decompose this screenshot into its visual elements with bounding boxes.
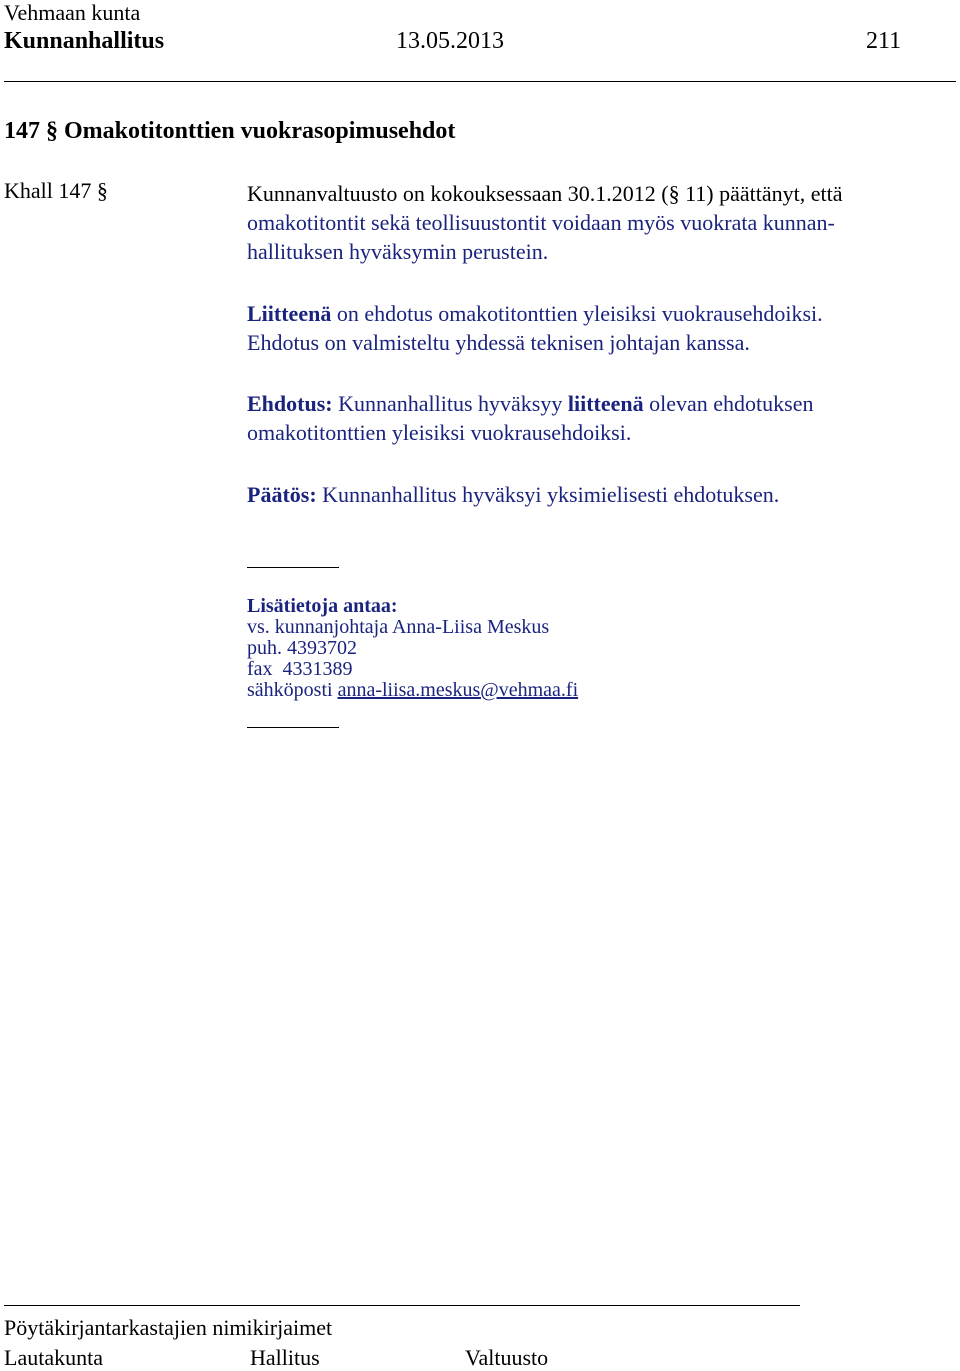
proposal-bold-word: liitteenä — [567, 391, 644, 416]
contact-heading: Lisätietoja antaa: — [247, 595, 398, 617]
proposal-line-2: omakotitonttien yleisiksi vuokrausehdoiksi. — [247, 420, 632, 445]
proposal-text-1: Kunnanhallitus hyväksyy — [332, 391, 568, 416]
decision-label: Päätös: — [247, 482, 317, 507]
contact-phone: puh. 4393702 — [247, 637, 357, 659]
proposal-text-2: olevan ehdotuksen — [643, 391, 814, 416]
attachment-line-1 — [247, 299, 823, 328]
contact-email-line — [247, 680, 578, 701]
header-divider — [4, 81, 956, 82]
contact-divider-bottom — [247, 727, 339, 728]
contact-divider-top — [247, 567, 339, 568]
attachment-label: Liitteenä — [247, 301, 332, 326]
footer-col-lautakunta: Lautakunta — [4, 1345, 103, 1370]
proposal-line-1 — [247, 389, 813, 418]
attachment-text: on ehdotus omakotitonttien yleisiksi vuokrausehdoiksi. — [331, 301, 823, 326]
section-reference: Khall 147 § — [4, 178, 108, 203]
attachment-line-2: Ehdotus on valmisteltu yhdessä teknisen johtajan kanssa. — [247, 330, 750, 355]
contact-block — [247, 596, 578, 701]
intro-paragraph — [247, 179, 843, 266]
decision-paragraph — [247, 480, 779, 509]
footer-col-hallitus: Hallitus — [250, 1345, 320, 1370]
intro-line-1: Kunnanvaltuusto on kokouksessaan 30.1.2012 (§ 11) päättänyt, että — [247, 181, 843, 206]
attachment-paragraph — [247, 299, 823, 357]
footer-title: Pöytäkirjantarkastajien nimikirjaimet — [4, 1315, 333, 1340]
governing-body: Kunnanhallitus — [4, 28, 165, 54]
email-prefix: sähköposti — [247, 679, 338, 701]
footer-divider — [4, 1305, 800, 1306]
municipality-name: Vehmaan kunta — [4, 0, 141, 25]
intro-line-2: omakotitontit sekä teollisuustontit voidaan myös vuokrata kunnan- — [247, 210, 835, 235]
proposal-paragraph — [247, 389, 813, 447]
contact-fax: fax 4331389 — [247, 658, 353, 680]
proposal-label: Ehdotus: — [247, 391, 333, 416]
email-link[interactable]: anna-liisa.meskus@vehmaa.fi — [337, 679, 579, 701]
intro-line-3: hallituksen hyväksymin perustein. — [247, 239, 549, 264]
meeting-date: 13.05.2013 — [396, 28, 504, 54]
footer-col-valtuusto: Valtuusto — [465, 1345, 549, 1370]
contact-person: vs. kunnanjohtaja Anna-Liisa Meskus — [247, 616, 550, 638]
decision-text: Kunnanhallitus hyväksyi yksimielisesti ehdotuksen. — [316, 482, 780, 507]
page-number: 211 — [866, 28, 902, 54]
section-title: 147 § Omakotitonttien vuokrasopimusehdot — [4, 118, 456, 144]
